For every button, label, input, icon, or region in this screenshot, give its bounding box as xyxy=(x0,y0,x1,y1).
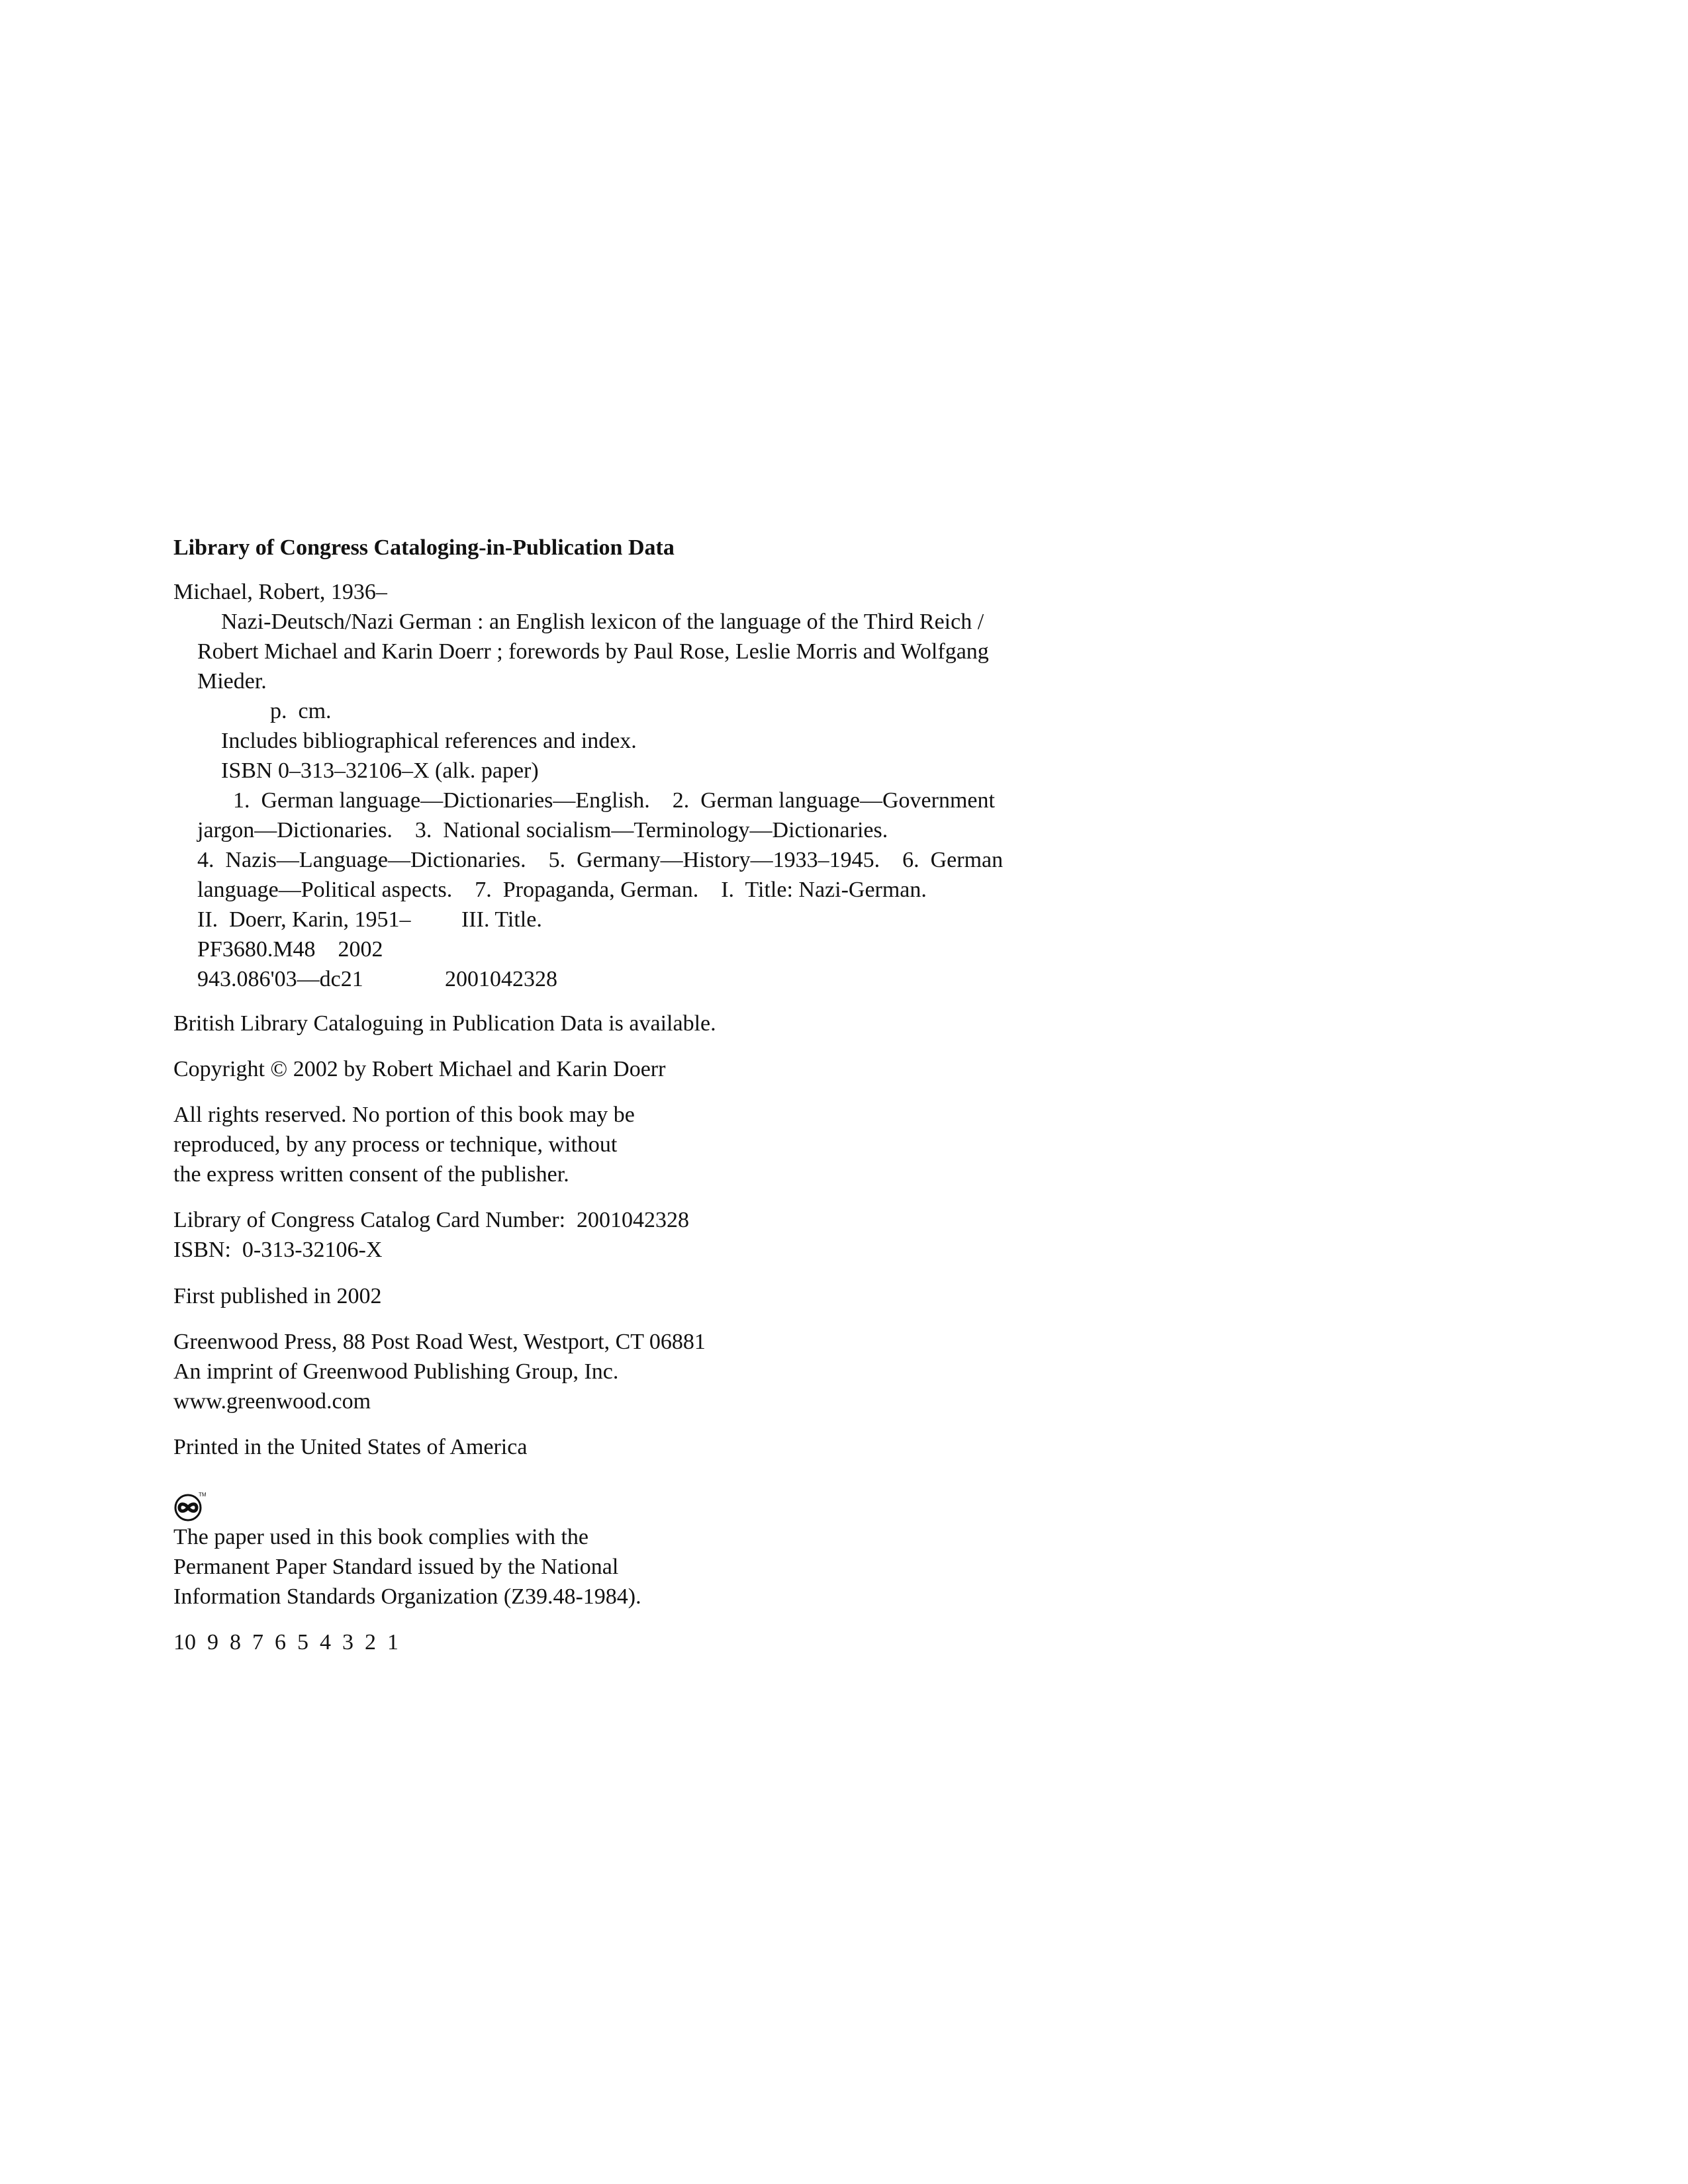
copyright-line: Copyright © 2002 by Robert Michael and Karin Doerr xyxy=(173,1057,666,1081)
permanent-paper-infinity-icon xyxy=(173,1490,208,1522)
catalog-card-number: Library of Congress Catalog Card Number: 2001042328 xyxy=(173,1208,690,1232)
publisher-line-2: An imprint of Greenwood Publishing Group, Inc. xyxy=(173,1359,619,1384)
paper-line-1: The paper used in this book complies with the xyxy=(173,1525,588,1549)
seal-tm-mark: TM xyxy=(199,1492,207,1498)
isbn-line: ISBN: 0-313-32106-X xyxy=(173,1238,383,1262)
paper-line-2: Permanent Paper Standard issued by the National xyxy=(173,1555,619,1579)
seal-svg xyxy=(173,1490,208,1522)
cip-isbn: ISBN 0–313–32106–X (alk. paper) xyxy=(221,758,539,783)
rights-line-3: the express written consent of the publisher. xyxy=(173,1162,569,1187)
publisher-line-1: Greenwood Press, 88 Post Road West, Westport, CT 06881 xyxy=(173,1330,706,1354)
british-library-note: British Library Cataloguing in Publication Data is available. xyxy=(173,1011,716,1036)
cip-subject-line-1: 1. German language—Dictionaries—English. 2. German language—Government xyxy=(233,788,995,813)
printed-in: Printed in the United States of America xyxy=(173,1435,528,1459)
cip-classification: PF3680.M48 2002 xyxy=(197,937,383,962)
rights-line-1: All rights reserved. No portion of this book may be xyxy=(173,1103,635,1127)
cip-dewey: 943.086'03—dc21 xyxy=(197,967,363,991)
printing-line: 10 9 8 7 6 5 4 3 2 1 xyxy=(173,1630,399,1655)
cip-heading: Library of Congress Cataloging-in-Publication Data xyxy=(173,535,675,560)
cip-physical: p. cm. xyxy=(270,699,332,723)
cip-subject-line-4: language—Political aspects. 7. Propaganda, German. I. Title: Nazi-German. xyxy=(197,878,927,902)
cip-lccn: 2001042328 xyxy=(445,967,557,991)
cip-author: Michael, Robert, 1936– xyxy=(173,580,387,604)
first-published: First published in 2002 xyxy=(173,1284,382,1308)
cip-title-line-3: Mieder. xyxy=(197,669,267,694)
publisher-url: www.greenwood.com xyxy=(173,1389,371,1414)
cip-subject-line-5: II. Doerr, Karin, 1951– III. Title. xyxy=(197,907,542,932)
cip-subject-line-3: 4. Nazis—Language—Dictionaries. 5. Germany—History—1933–1945. 6. German xyxy=(197,848,1004,872)
paper-line-3: Information Standards Organization (Z39.48-1984). xyxy=(173,1584,641,1609)
cip-subject-line-2: jargon—Dictionaries. 3. National socialism—Terminology—Dictionaries. xyxy=(197,818,888,842)
cip-title-line-1: Nazi-Deutsch/Nazi German : an English lexicon of the language of the Third Reich / xyxy=(221,610,984,634)
rights-line-2: reproduced, by any process or technique, without xyxy=(173,1132,618,1157)
cip-title-line-2: Robert Michael and Karin Doerr ; forewords by Paul Rose, Leslie Morris and Wolfgang xyxy=(197,639,989,664)
cip-notes: Includes bibliographical references and index. xyxy=(221,729,637,753)
